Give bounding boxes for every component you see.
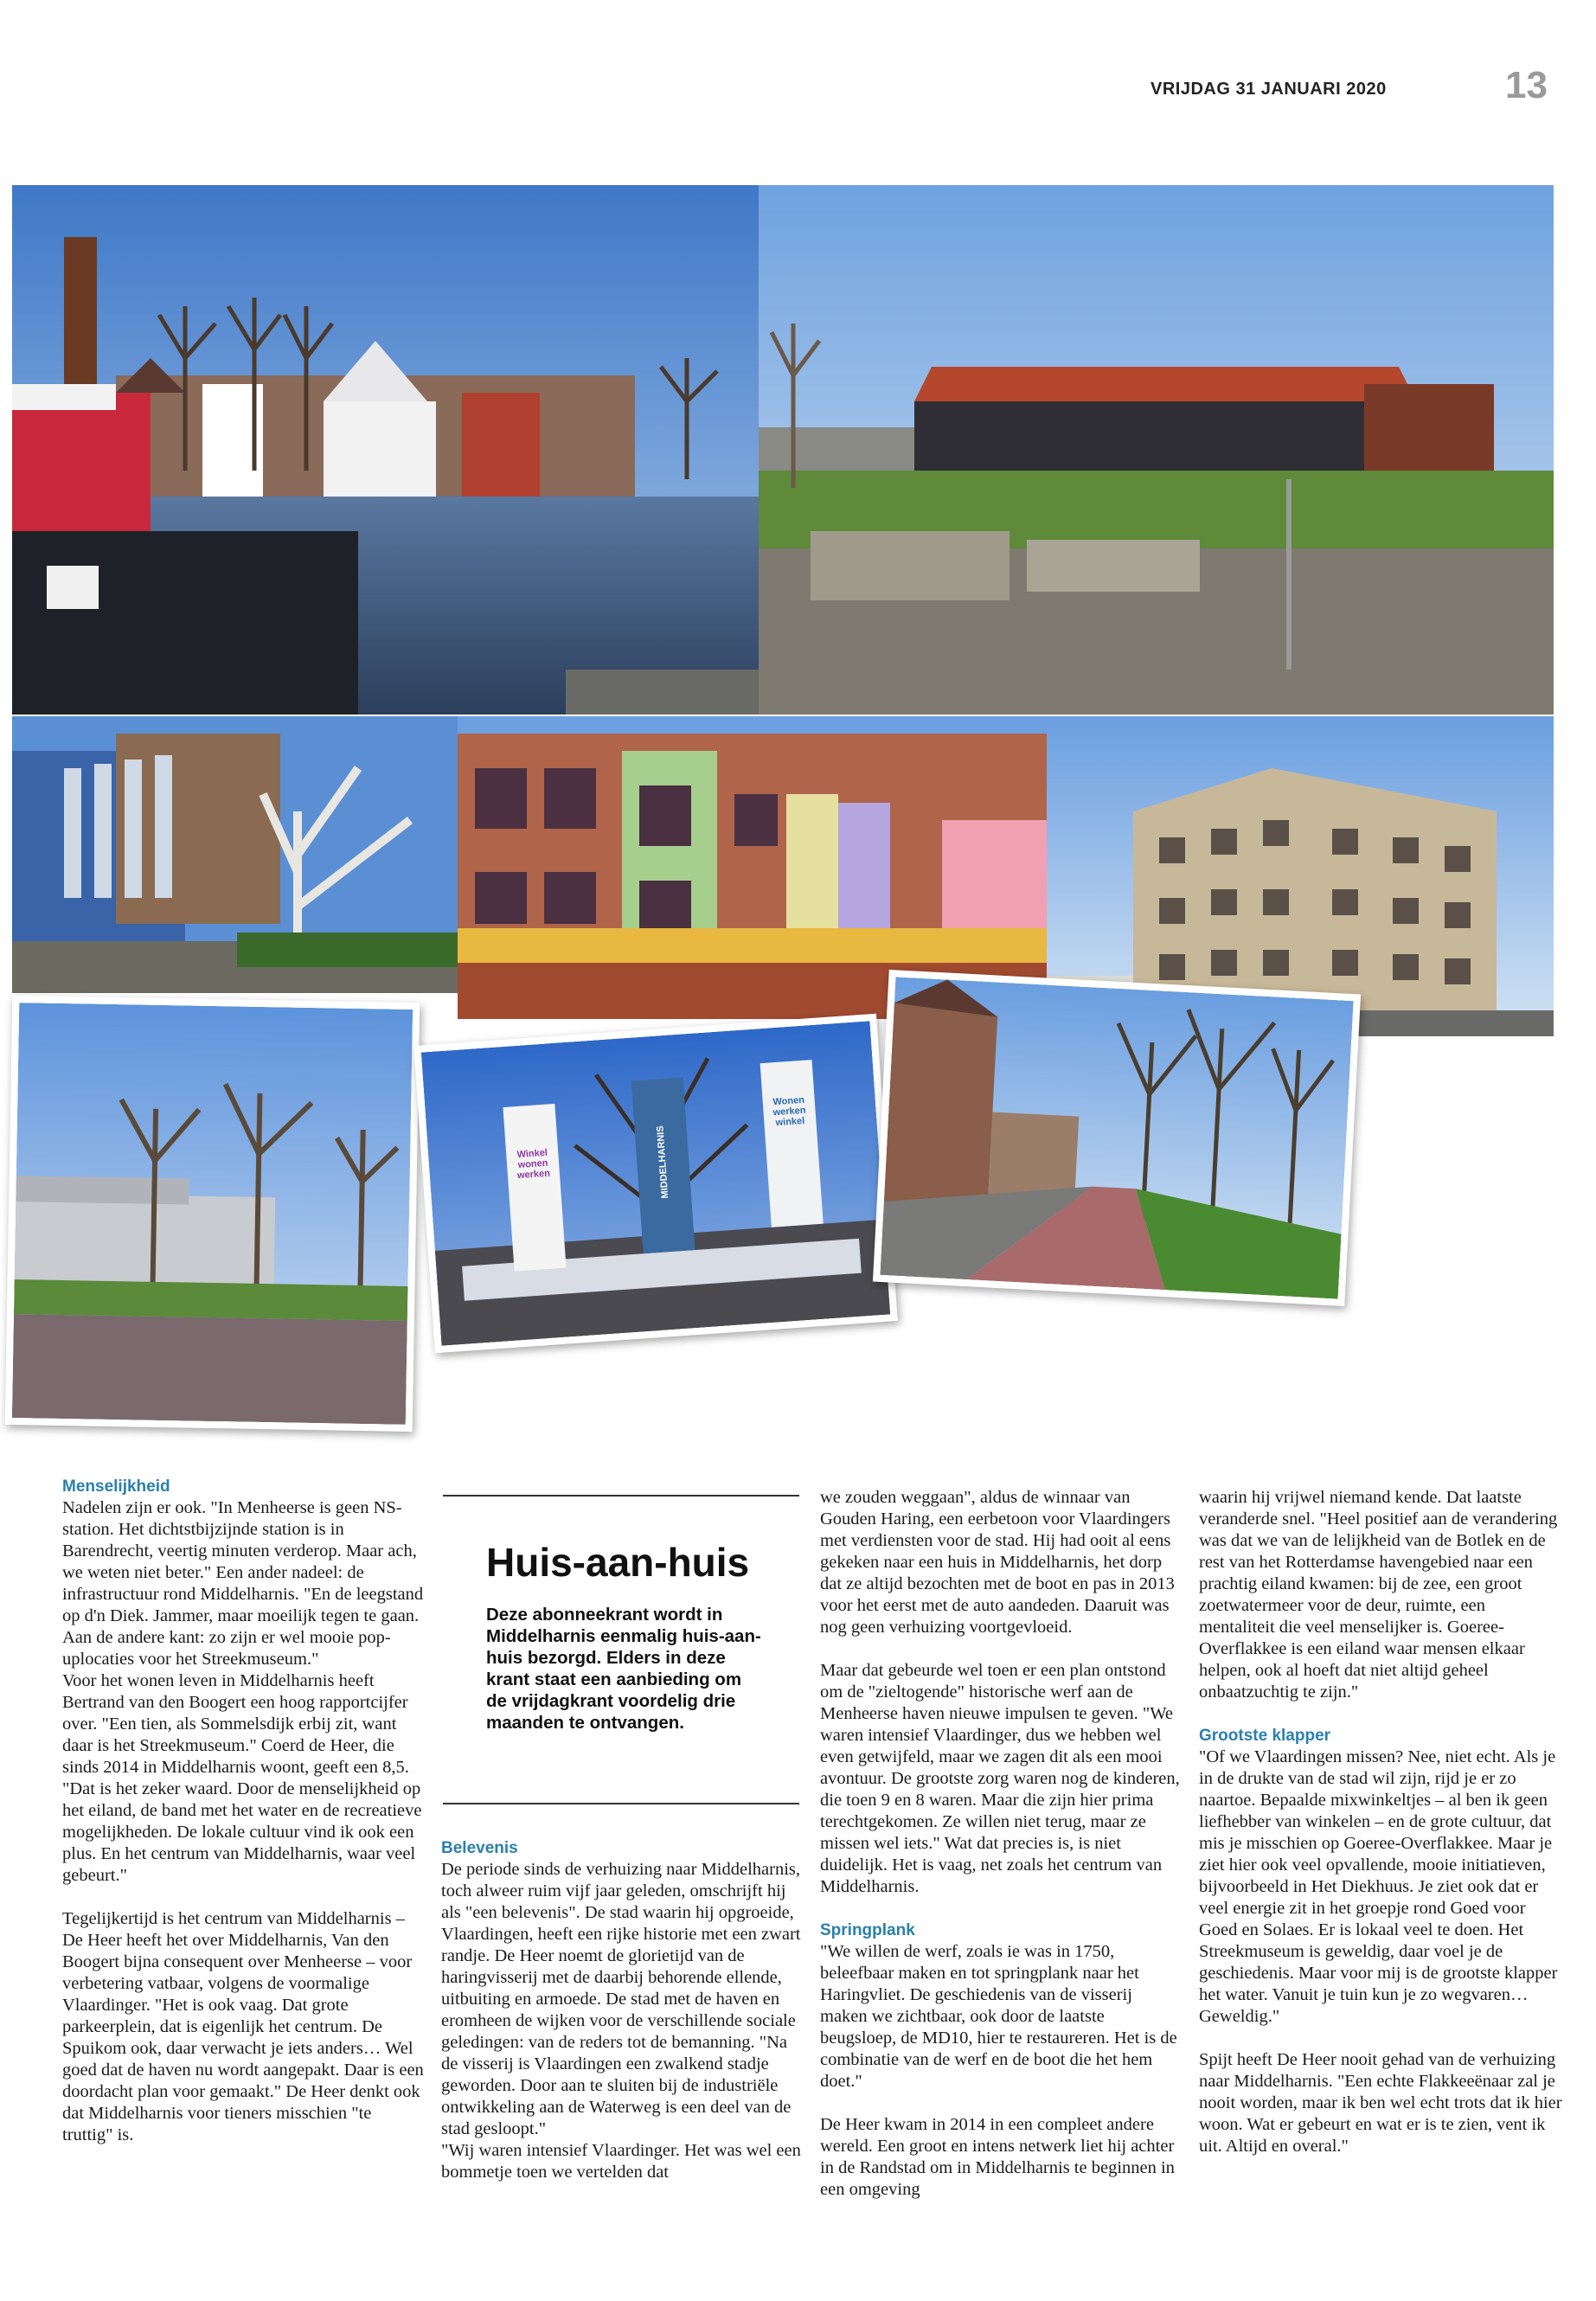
box-text: Deze abonneekrant wordt in Middelharnis eenmalig huis-aan-huis bezorgd. Elders in deze krant staat een aanbieding om de vrijdagkrant voordelig drie maanden te ontvangen.: [486, 1605, 761, 1733]
photo-street-trees: [873, 970, 1361, 1306]
banner-1-text: Winkel wonen werken: [516, 1147, 551, 1182]
paragraph: "Wij waren intensief Vlaardinger. Het was wel een bommetje toen we vertelden dat: [441, 2141, 801, 2182]
box-title: Huis-aan-huis: [486, 1540, 750, 1585]
subheading-grootste-klapper: Grootste klapper: [1199, 1727, 1331, 1745]
paragraph: Nadelen zijn er ook. "In Menheerse is geen NS-station. Het dichtstbijzijnde station is in Barendrecht, veertig minuten verderop. Maar ach, we weten niet beter." Een ander nadeel: de infrastructuur rond Middelharnis. "En de leegstand op d'n Diek. Jammer, maar moeilijk tegen te gaan. Aan de andere kant: zo zijn er wel mooie pop-uplocaties voor het Streekmuseum.": [62, 1498, 424, 1669]
issue-date: VRIJDAG 31 JANUARI 2020: [1151, 80, 1387, 99]
paragraph: Tegelijkertijd is het centrum van Middelharnis – De Heer heeft het over Middelharnis, Van den Boogert bijna consequent over Menheerse – voor verbetering vatbaar, volgens de voormalige Vlaardinger. "Het is ook vaag. Dat grote parkeerplein, dat is eigenlijk het centrum. De Spuikom ook, daar verwacht je iets anders… Wel goed dat de haven nu wordt aangepakt. Daar is een doordacht plan voor gemaakt." De Heer denkt ook dat Middelharnis voor tieners misschien "te truttig" is.: [62, 1909, 424, 2144]
paragraph: "Of we Vlaardingen missen? Nee, niet echt. Als je in de drukte van de stad wil zijn, rijd je er zo naartoe. Bepaalde mixwinkeltjes – al ben ik geen liefhebber van winkelen – en de grote cultuur, dat mis je misschien op Goeree-Overflakkee. Maar je ziet hier ook veel opvallende, mooie initiatieven, bijvoorbeeld in Het Diekhuus. Je ziet ook dat er veel energie zit in het groepje rond Goed voor Goed en Solaes. Er is lokaal veel te doen. Het Streekmuseum is geweldig, daar voel je de geschiedenis. Maar voor mij is de grootste klapper het water. Vanuit je tuin kun je zo wegvaren… Geweldig.": [1199, 1747, 1558, 2026]
paragraph: "We willen de werf, zoals ie was in 1750, beleefbaar maken en tot springplank naar het Haringvliet. De geschiedenis van de visserij maken we zichtbaar, ook door de laatste beugsloep, de MD10, hier te restaureren. Het is de combinatie van de werf en de boot die het hem doet.": [820, 1942, 1177, 2091]
paragraph: we zouden weggaan", aldus de winnaar van Gouden Haring, een eerbetoon voor Vlaardingers met verdiensten voor de stad. Hij had ooit al eens gekeken naar een huis in Middelharnis, het dorp dat ze altijd bezochten met de boot en pas in 2013 voor het eerst met de auto aandeden. Daaruit was nog geen verhuizing voortgevloeid.: [820, 1488, 1175, 1637]
subheading-springplank: Springplank: [820, 1921, 915, 1939]
subscription-box: [443, 1495, 799, 1804]
article-column-3: [820, 1487, 1183, 2222]
paragraph: Spijt heeft De Heer nooit gehad van de verhuizing naar Middelharnis. "Een echte Flakkeeënaar zal je nooit worden, maar ik ben wel echt trots dat ik hier woon. Wat er gebeurt en wat er is te zien, vent ik uit. Altijd en overal.": [1199, 2050, 1562, 2156]
paragraph: De periode sinds de verhuizing naar Middelharnis, toch alweer ruim vijf jaar geleden, omschrijft hij als "een belevenis". De stad waarin hij opgroeide, Vlaardingen, heeft een rijke historie met een zwart randje. De Heer noemt de glorietijd van de haringvisserij met de daarbij behorende ellende, uitbuiting en armoede. De stad met de haven en eromheen de wijken voor de verschillende sociale geledingen: van de reders tot de bemanning. "Na de visserij is Vlaardingen een zwalkend stadje geworden. Door aan te sluiten bij de industriële ontwikkeling aan de Waterweg is een deel van de stad gesloopt.": [441, 1860, 801, 2138]
photo-school-trees: [5, 996, 420, 1432]
photo-dike-houses: [759, 185, 1554, 715]
banner-2-text: MIDDELHARNIS: [655, 1125, 671, 1199]
subheading-menselijkheid: Menselijkheid: [62, 1477, 170, 1496]
paragraph: Maar dat gebeurde wel toen er een plan ontstond om de "zieltogende" historische werf aan de Menheerse haven nieuwe impulsen te geven. "We waren intensief Vlaardinger, dus we hebben wel even getwijfeld, maar we zagen dit als een mooi avontuur. De grootste zorg waren nog de kinderen, die toen 9 en 8 waren. Maar die zijn hier prima terechtgekomen. Ze willen niet terug, maar ze missen wel iets." Wat dat precies is, is niet duidelijk. Het is vaag, net zoals het centrum van Middelharnis.: [820, 1661, 1180, 1896]
page-number: 13: [1505, 64, 1548, 106]
photo-banners: [413, 1014, 898, 1354]
banner-3-text: Wonen werken winkel: [772, 1094, 806, 1129]
paragraph: De Heer kwam in 2014 in een compleet andere wereld. Een groot en intens netwerk liet hij achter in de Randstad om in Middelharnis te beginnen in een omgeving: [820, 2115, 1175, 2199]
article-column-4: [1199, 1487, 1562, 2179]
photo-harbour: [12, 185, 759, 715]
paragraph: Voor het wonen leven in Middelharnis heeft Bertrand van den Boogert een hoog rapportcijfer over. "Een tien, als Sommelsdijk erbij zit, want daar is het Streekmuseum." Coerd de Heer, die sinds 2014 in Middelharnis woont, geeft een 8,5. "Dat is het zeker waard. Door de menselijkheid op het eiland, de band met het water en de recreatieve mogelijkheden. De lokale cultuur vind ik ook een plus. En het centrum van Middelharnis, waar veel gebeurt.": [62, 1671, 422, 1885]
article-column-2: [441, 1837, 804, 2205]
paragraph: waarin hij vrijwel niemand kende. Dat laatste veranderde snel. "Heel positief aan de verandering was dat we van de lelijkheid van de Botlek en de rest van het Rotterdamse havengebied naar een prachtig eiland kwamen: bij de zee, een groot zoetwatermeer voor de deur, ruimte, een mentaliteit die veel menselijker is. Goeree-Overflakkee is een eiland waar mensen elkaar helpen, ook al hoeft dat niet altijd geheel onbaatzuchtig te zijn.": [1199, 1488, 1558, 1702]
article-column-1: [62, 1476, 426, 2168]
subheading-belevenis: Belevenis: [441, 1839, 518, 1857]
photo-office-building: [12, 716, 458, 993]
